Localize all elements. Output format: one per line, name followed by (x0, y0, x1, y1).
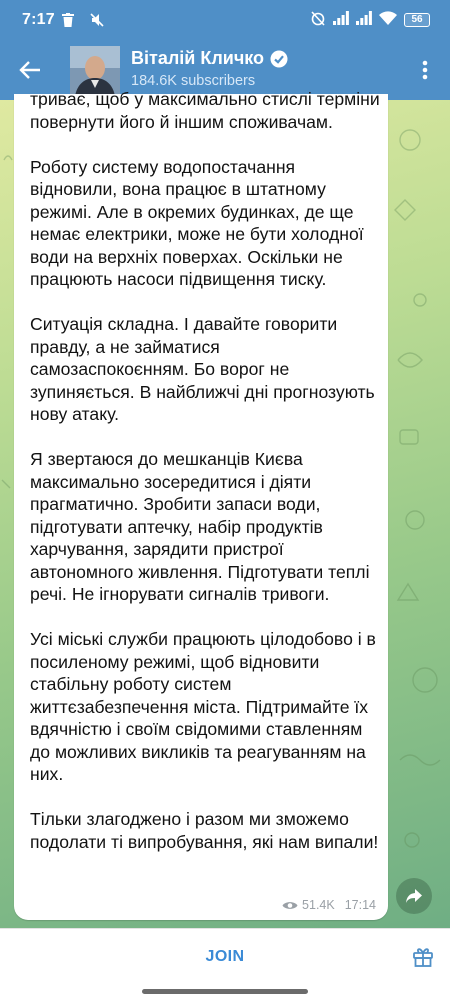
more-menu-button[interactable] (410, 54, 440, 86)
trash-icon (62, 13, 74, 27)
eye-icon (282, 900, 298, 911)
message-paragraph: Усі міські служби працюють цілодобово і в посиленому режимі, щоб відновити стабільну роботу систем життєзабезпечення міста. Підтримайте їх вдячністю і своїм свідомими ставленням до можливих викликів та реагуванням на них. (30, 629, 376, 784)
share-button[interactable] (396, 878, 432, 914)
status-icons (310, 12, 430, 28)
channel-title[interactable] (131, 48, 288, 69)
message-meta (282, 898, 376, 912)
bottom-bar (0, 928, 450, 984)
chat-area[interactable] (0, 89, 450, 928)
view-count: 51.4K (302, 898, 335, 912)
channel-message[interactable] (14, 89, 388, 920)
status-bar (0, 0, 450, 40)
verified-icon (270, 50, 288, 68)
status-time: 7:17 (22, 11, 55, 28)
message-time: 17:14 (344, 898, 376, 912)
subscriber-count: 184.6K subscribers (131, 73, 256, 89)
message-paragraph: триває, щоб у максимально стислі терміни повернути його й іншим споживачам. (30, 89, 380, 132)
message-paragraph: Роботу систему водопостачання відновили, вона працює в штатному режимі. Але в окремих будинках, де ще немає електрики, може не бути холодної води на верхніх поверхах. Оскільки не працюють насоси підвищення тиску. (30, 156, 364, 289)
signal-icon (356, 11, 372, 30)
alarm-mute-icon (310, 10, 326, 31)
message-paragraph: Ситуація складна. І давайте говорити правду, а не займатися самозаспокоєнням. Бо ворог не зупиняється. В найближчі дні прогнозують нову атаку. (30, 314, 375, 424)
channel-name: Віталій Кличко (131, 48, 265, 68)
back-arrow-icon (19, 61, 41, 79)
gift-icon (412, 945, 434, 967)
more-vertical-icon (422, 60, 428, 80)
back-button[interactable] (12, 54, 48, 86)
wifi-icon (379, 11, 397, 30)
message-paragraph: Я звертаюся до мешканців Києва максимально зосередитися і діяти прагматично. Зробити запаси води, підготувати аптечку, набір продуктів харчування, зарядити пристрої автономного живлення. Підготувати теплі речі. Не ігнорувати сигналів тривоги. (30, 449, 370, 604)
gift-button[interactable] (408, 941, 438, 971)
message-text (30, 89, 380, 876)
signal-icon (333, 11, 349, 30)
join-button[interactable]: JOIN (205, 947, 245, 965)
message-paragraph: Тільки злагоджено і разом ми зможемо подолати ті випробування, які нам випали! (30, 809, 379, 852)
share-icon (405, 888, 423, 904)
home-indicator[interactable] (142, 989, 308, 994)
system-nav-bar (0, 984, 450, 1000)
battery-icon: 56 (404, 13, 430, 27)
mute-icon (90, 13, 104, 27)
